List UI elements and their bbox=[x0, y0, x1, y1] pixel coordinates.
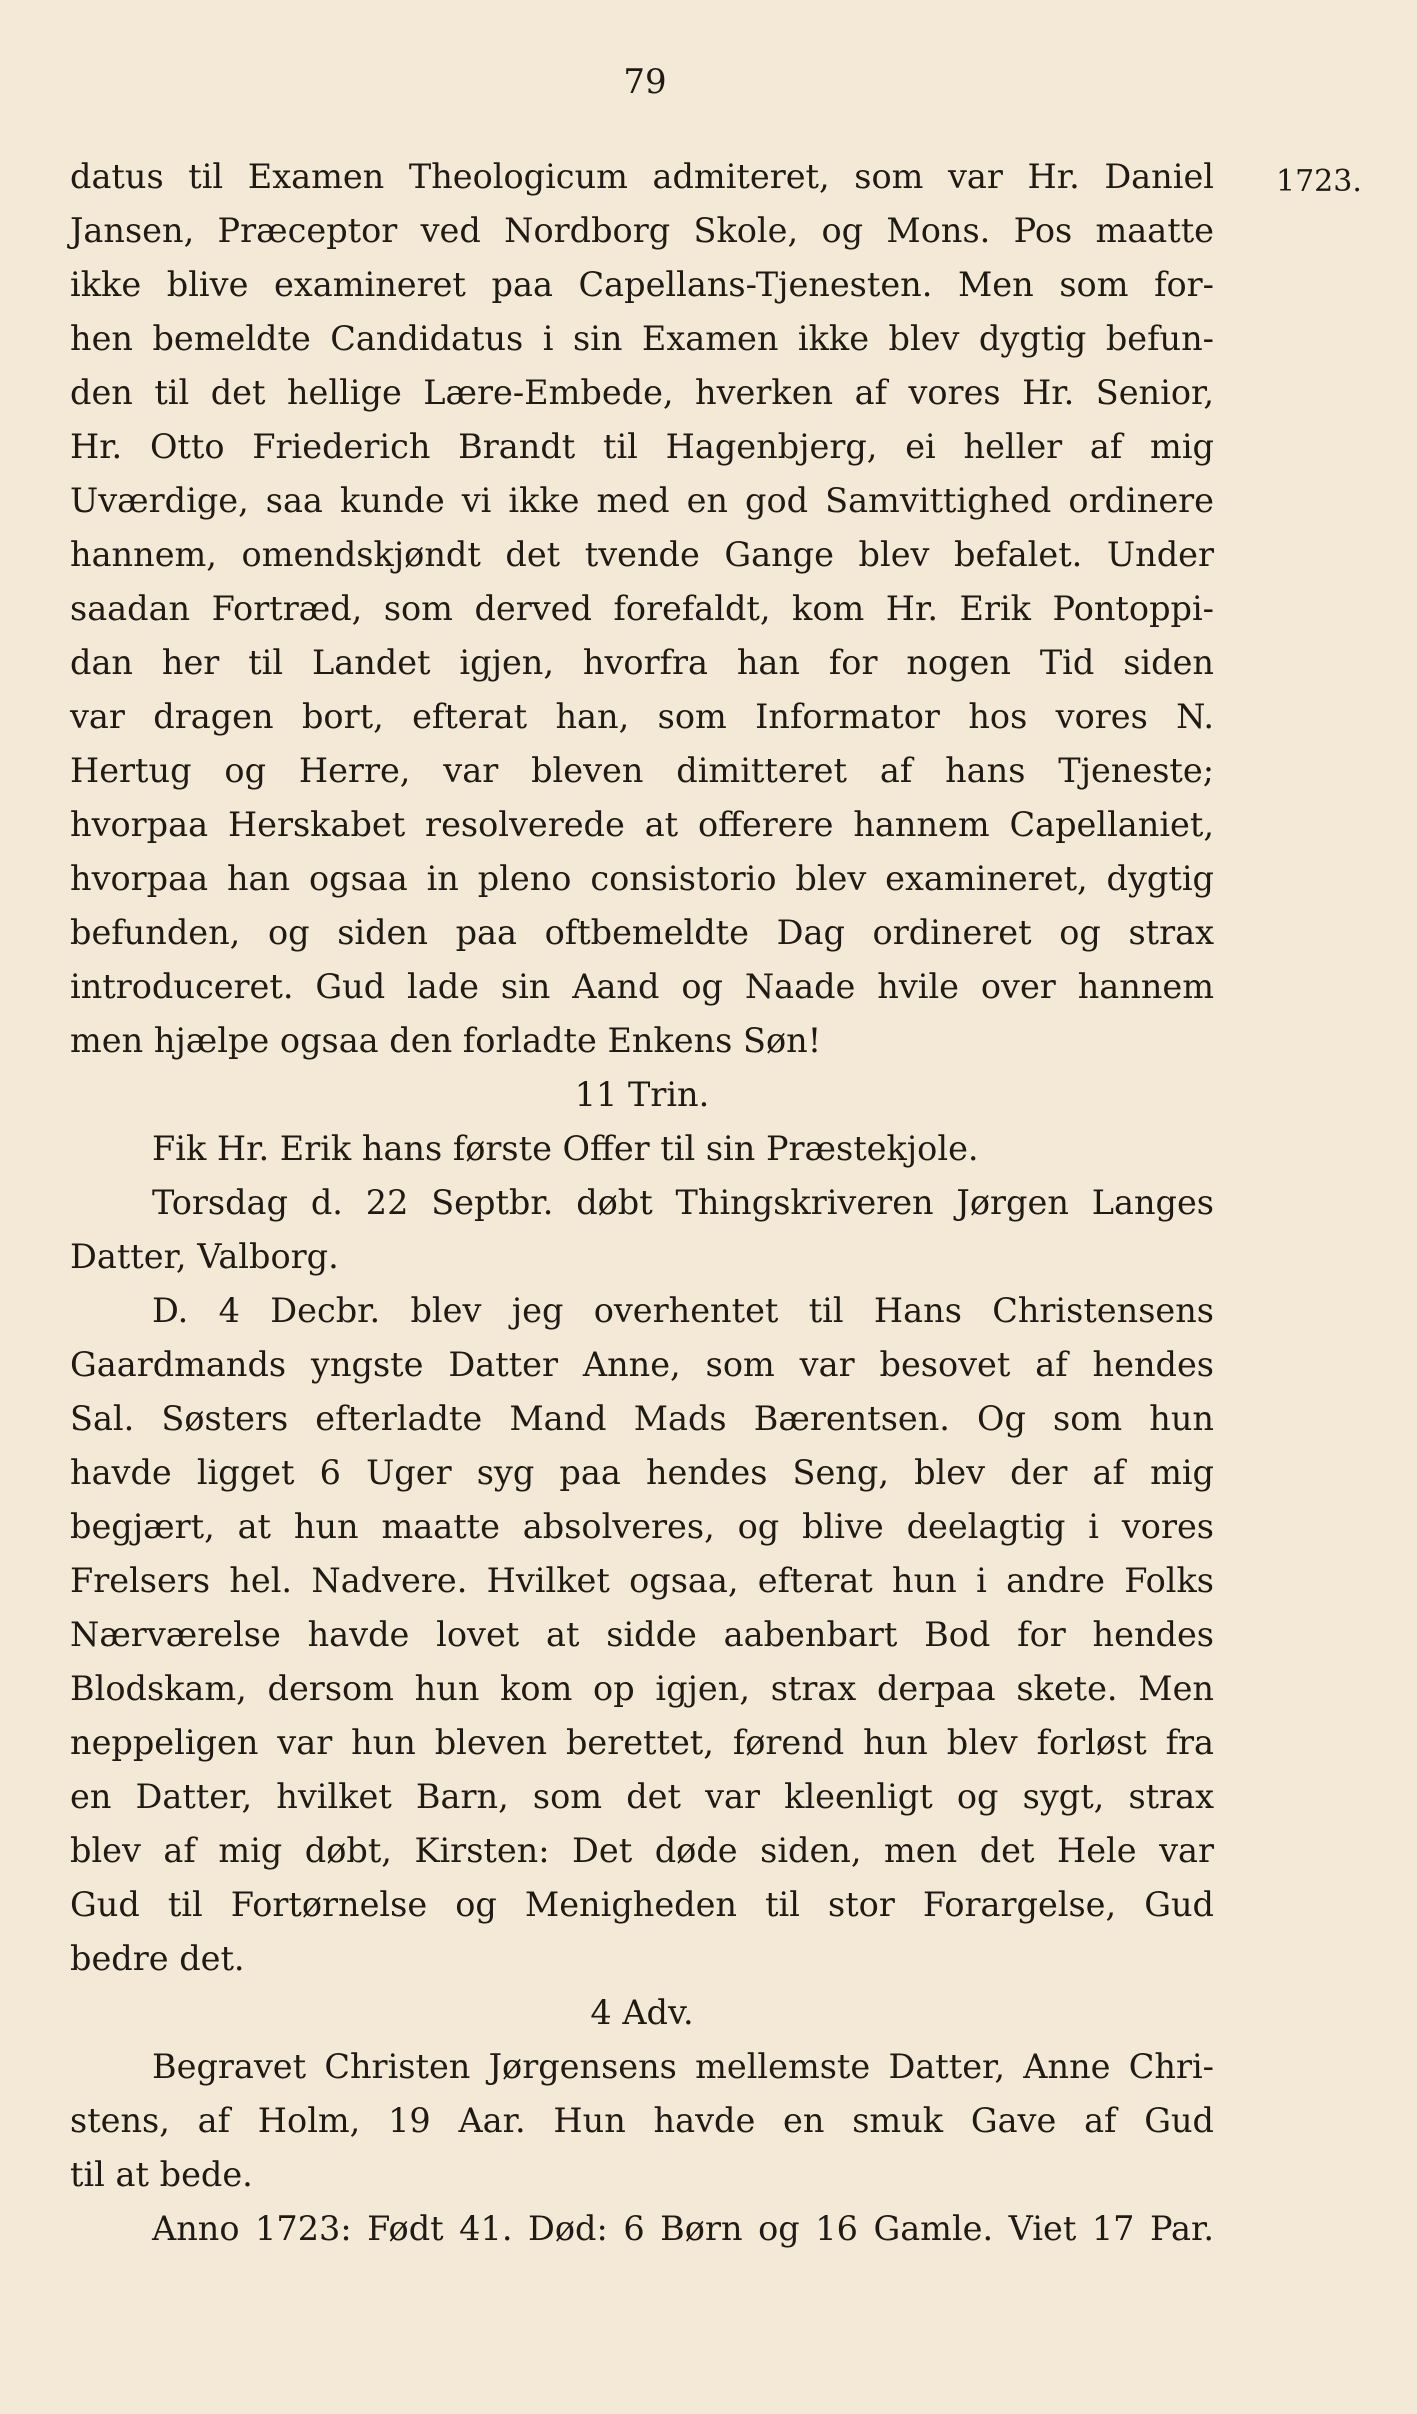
text-line: hvorpaa han ogsaa in pleno consistorio blev examineret, dygtig bbox=[70, 859, 1214, 898]
text-line: hannem, omendskjøndt det tvende Gange blev befalet. Under bbox=[70, 535, 1214, 574]
page-number: 79 bbox=[623, 62, 667, 102]
body-text bbox=[70, 150, 1214, 2256]
text-line: hen bemeldte Candidatus i sin Examen ikke blev dygtig befun- bbox=[70, 319, 1214, 358]
text-line: Sal. Søsters efterladte Mand Mads Bærentsen. Og som hun bbox=[70, 1399, 1214, 1438]
text-line: Torsdag d. 22 Septbr. døbt Thingskriveren Jørgen Langes bbox=[152, 1183, 1214, 1222]
text-line: neppeligen var hun bleven berettet, førend hun blev forløst fra bbox=[70, 1723, 1214, 1762]
text-line: Begravet Christen Jørgensens mellemste Datter, Anne Chri- bbox=[152, 2047, 1214, 2086]
text-line: Hertug og Herre, var bleven dimitteret af hans Tjeneste; bbox=[70, 751, 1214, 790]
text-line: var dragen bort, efterat han, som Informator hos vores N. bbox=[70, 697, 1214, 736]
text-line: begjært, at hun maatte absolveres, og blive deelagtig i vores bbox=[70, 1507, 1214, 1546]
text-line: Datter, Valborg. bbox=[70, 1237, 339, 1276]
text-line: Nærværelse havde lovet at sidde aabenbart Bod for hendes bbox=[70, 1615, 1214, 1654]
text-line: den til det hellige Lære-Embede, hverken af vores Hr. Senior, bbox=[70, 373, 1214, 412]
text-line: havde ligget 6 Uger syg paa hendes Seng, blev der af mig bbox=[70, 1453, 1214, 1492]
text-line: Frelsers hel. Nadvere. Hvilket ogsaa, efterat hun i andre Folks bbox=[70, 1561, 1214, 1600]
text-line: datus til Examen Theologicum admiteret, som var Hr. Daniel bbox=[70, 157, 1214, 196]
text-line: bedre det. bbox=[70, 1939, 245, 1978]
section-heading: 4 Adv. bbox=[590, 1993, 694, 2032]
text-line: til at bede. bbox=[70, 2155, 253, 2194]
text-line: en Datter, hvilket Barn, som det var kleenligt og sygt, strax bbox=[70, 1777, 1214, 1816]
summary-line: Anno 1723: Født 41. Død: 6 Børn og 16 Gamle. Viet 17 Par. bbox=[152, 2209, 1214, 2248]
text-line: befunden, og siden paa oftbemeldte Dag ordineret og strax bbox=[70, 913, 1214, 952]
text-line: Blodskam, dersom hun kom op igjen, strax derpaa skete. Men bbox=[70, 1669, 1214, 1708]
text-line: Hr. Otto Friederich Brandt til Hagenbjerg, ei heller af mig bbox=[70, 427, 1214, 466]
text-line: Uværdige, saa kunde vi ikke med en god Samvittighed ordinere bbox=[70, 481, 1214, 520]
text-line: saadan Fortræd, som derved forefaldt, kom Hr. Erik Pontoppi- bbox=[70, 589, 1214, 628]
text-line: blev af mig døbt, Kirsten: Det døde siden, men det Hele var bbox=[70, 1831, 1214, 1870]
text-line: stens, af Holm, 19 Aar. Hun havde en smuk Gave af Gud bbox=[70, 2101, 1214, 2140]
text-line: hvorpaa Herskabet resolverede at offerere hannem Capellaniet, bbox=[70, 805, 1214, 844]
text-line: Gud til Fortørnelse og Menigheden til stor Forargelse, Gud bbox=[70, 1885, 1214, 1924]
text-line: men hjælpe ogsaa den forladte Enkens Søn! bbox=[70, 1021, 822, 1060]
text-line: Gaardmands yngste Datter Anne, som var besovet af hendes bbox=[70, 1345, 1214, 1384]
section-heading: 11 Trin. bbox=[574, 1075, 710, 1114]
margin-year-note: 1723. bbox=[1276, 164, 1362, 199]
text-line: Jansen, Præceptor ved Nordborg Skole, og Mons. Pos maatte bbox=[70, 211, 1214, 250]
text-line: Fik Hr. Erik hans første Offer til sin Præstekjole. bbox=[152, 1129, 979, 1168]
text-line: D. 4 Decbr. blev jeg overhentet til Hans Christensens bbox=[152, 1291, 1214, 1330]
text-line: dan her til Landet igjen, hvorfra han for nogen Tid siden bbox=[70, 643, 1214, 682]
text-line: introduceret. Gud lade sin Aand og Naade hvile over hannem bbox=[70, 967, 1214, 1006]
text-line: ikke blive examineret paa Capellans-Tjenesten. Men som for- bbox=[70, 265, 1214, 304]
